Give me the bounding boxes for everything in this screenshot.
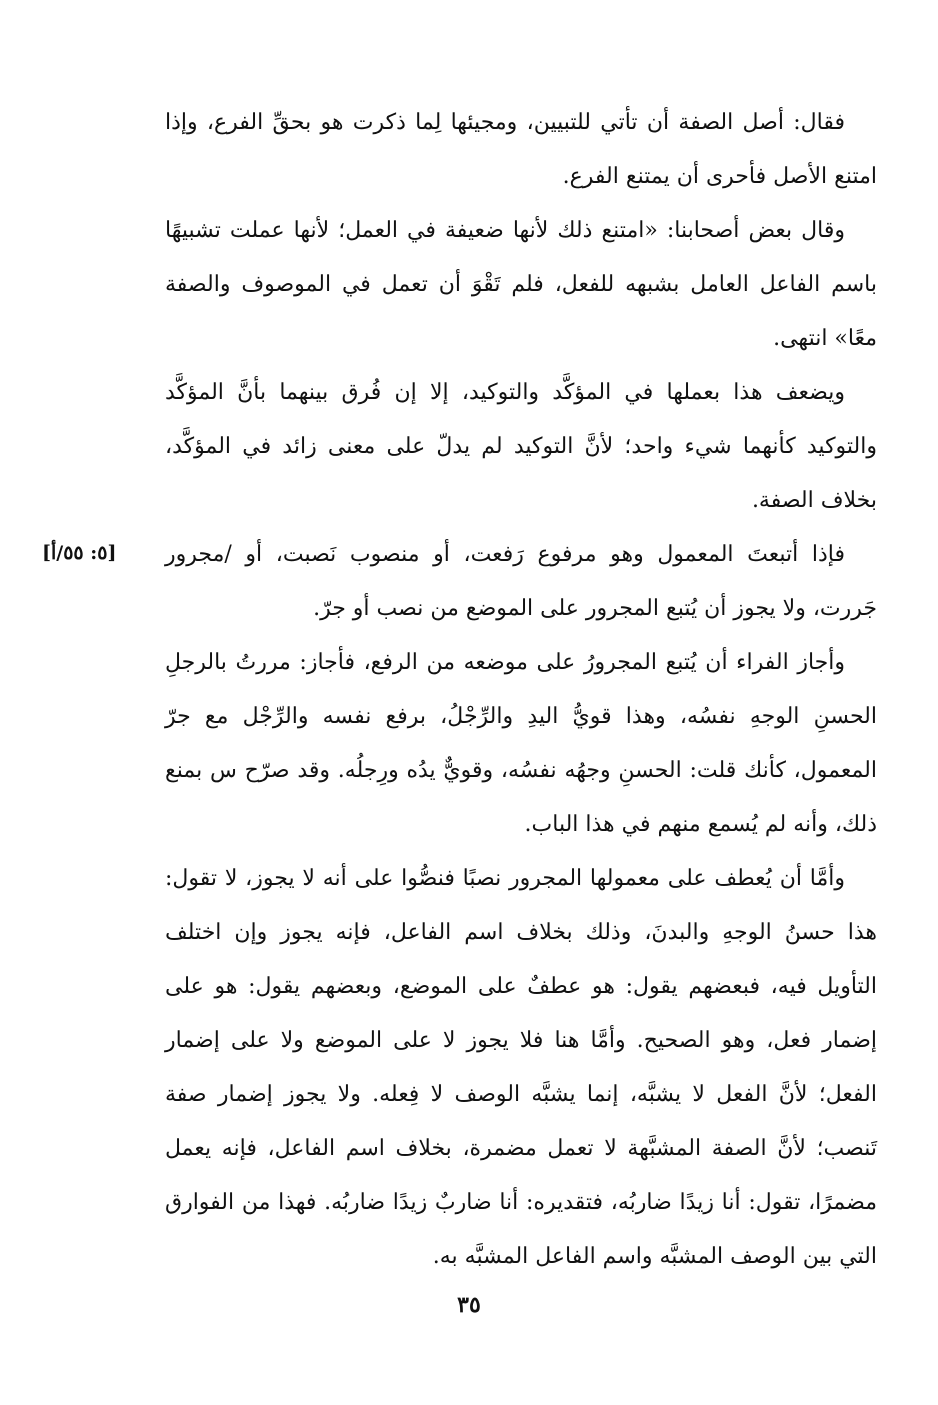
- paragraph-4: فإذا أتبعتَ المعمول وهو مرفوع رَفعت، أو منصوب نَصبت، أو /مجرور جَررت، ولا يجوز أن يُتبع المجرور على الموضع من نصب أو جرّ.: [165, 542, 877, 621]
- paragraph-1: فقال: أصل الصفة أن تأتي للتبيين، ومجيئها لِما ذكرت هو بحقِّ الفرع، وإذا امتنع الأصل فأحرى أن يمتنع الفرع.: [165, 110, 877, 189]
- paragraph-3: ويضعف هذا بعملها في المؤكَّد والتوكيد، إلا إن فُرق بينهما بأنَّ المؤكَّد والتوكيد كأنهما شيء واحد؛ لأنَّ التوكيد لم يدلّ على معنى زائد في المؤكَّد، بخلاف الصفة.: [165, 380, 877, 513]
- paragraph-5: وأجاز الفراء أن يُتبع المجرورُ على موضعه من الرفع، فأجاز: مررتُ بالرجلِ الحسنِ الوجهِ نفسُه، وهذا قويُّ اليدِ والرِّجْلُ، برفع نفسه والرِّجْل مع جرّ المعمول، كأنك قلت: الحسنِ وجهُه نفسُه، وقويٌّ يدُه ورِجلُه. وقد صرّح س بمنع ذلك، وأنه لم يُسمع منهم في هذا الباب.: [165, 650, 877, 837]
- main-text: [165, 96, 877, 1284]
- margin-folio-reference: [٥: ٥٥/أ]: [42, 542, 117, 564]
- page-number: ٣٥: [457, 1292, 481, 1318]
- paragraph-2: وقال بعض أصحابنا: «امتنع ذلك لأنها ضعيفة في العمل؛ لأنها عملت تشبيهًا باسم الفاعل العامل بشبهه للفعل، فلم تَقْوَ أن تعمل في الموصوف والصفة معًا» انتهى.: [165, 218, 877, 351]
- paragraph-6: وأمَّا أن يُعطف على معمولها المجرور نصبًا فنصُّوا على أنه لا يجوز، لا تقول: هذا حسنُ الوجهِ والبدنَ، وذلك بخلاف اسم الفاعل، فإنه يجوز وإن اختلف التأويل فيه، فبعضهم يقول: هو عطفٌ على الموضع، وبعضهم يقول: هو على إضمار فعل، وهو الصحيح. وأمَّا هنا فلا يجوز لا على الموضع ولا على إضمار الفعل؛ لأنَّ الفعل لا يشبَّه، إنما يشبَّه الوصف لا فِعله. ولا يجوز إضمار صفة تَنصب؛ لأنَّ الصفة المشبَّهة لا تعمل مضمرة، بخلاف اسم الفاعل، فإنه يعمل مضمرًا، تقول: أنا زيدًا ضاربُه، فتقديره: أنا ضاربٌ زيدًا ضاربُه. فهذا من الفوارق التي بين الوصف المشبَّه واسم الفاعل المشبَّه به.: [165, 866, 878, 1269]
